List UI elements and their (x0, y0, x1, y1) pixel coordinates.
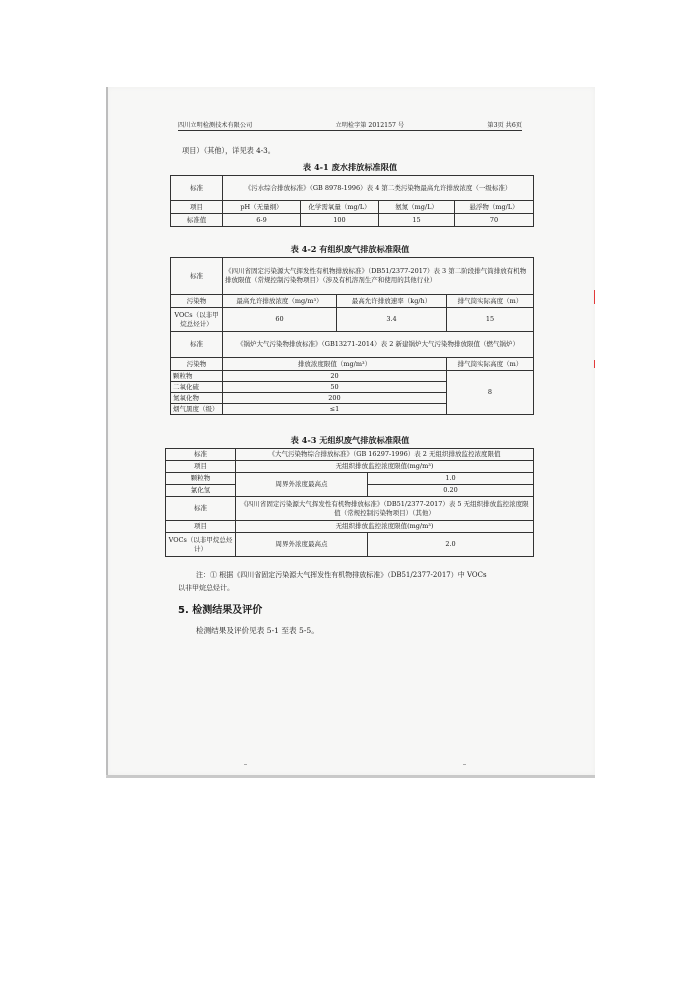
table2-val-so2: 50 (223, 382, 447, 393)
table2-header-height: 排气筒实际高度（m） (447, 295, 534, 308)
table1-caption: 表 4-1 废水排放标准限值 (302, 162, 398, 172)
table3-row-hcl: 氯化氢 (166, 485, 236, 497)
table3-limit-header: 无组织排放监控浓度限值(mg/m³) (236, 461, 534, 473)
table3-val-hcl: 0.20 (368, 485, 534, 497)
table2-row-so2: 二氧化硫 (171, 382, 223, 393)
table2-vocs-label: VOCs（以非甲烷总烃计） (171, 308, 223, 332)
table3-standard2-label: 标准 (166, 497, 236, 521)
table-4-1 (170, 175, 534, 227)
table1-val-ph: 6-9 (223, 214, 301, 227)
table3-item2-label: 项目 (166, 521, 236, 533)
table1-item-label: 项目 (171, 201, 223, 214)
table1-val-cod: 100 (301, 214, 379, 227)
table3-point-label: 周界外浓度最高点 (236, 473, 368, 497)
header-report-no: 立明检字第 2012157 号 (335, 122, 405, 129)
table3-standard1-text: 《大气污染物综合排放标准》（GB 16297-1996）表 2 无组织排放监控浓度限值 (236, 449, 534, 461)
table1-val-nh3n: 15 (379, 214, 455, 227)
table2-pollutant2-label: 污染物 (171, 358, 223, 371)
table1-col-cod: 化学需氧量（mg/L） (301, 201, 379, 214)
section-5-text: 检测结果及评价见表 5-1 至表 5-5。 (196, 626, 319, 635)
page-edge-shadow (106, 87, 108, 775)
table2-vocs-height: 15 (447, 308, 534, 332)
table-4-3 (165, 448, 534, 557)
table3-vocs-value: 2.0 (368, 533, 534, 557)
table3-row-particulate: 颗粒物 (166, 473, 236, 485)
table1-standard-text: 《污水综合排放标准》（GB 8978-1996）表 4 第二类污染物最高允许排放浓度（一级标准） (223, 176, 534, 201)
table2-row-particulate: 颗粒物 (171, 371, 223, 382)
table3-caption: 表 4-3 无组织废气排放标准限值 (290, 435, 410, 445)
table-4-2 (170, 257, 534, 415)
scan-dot-right (463, 764, 466, 765)
table2-val-particulate: 20 (223, 371, 447, 382)
table3-standard1-label: 标准 (166, 449, 236, 461)
table1-val-ss: 70 (455, 214, 534, 227)
table3-limit-header2: 无组织排放监控浓度限值(mg/m³) (236, 521, 534, 533)
table1-col-ph: pH（无量纲） (223, 201, 301, 214)
table2-val-nox: 200 (223, 393, 447, 404)
table2-height2-value: 8 (447, 371, 534, 415)
table2-standard1-text: 《四川省固定污染源大气挥发性有机物排放标准》（DB51/2377-2017）表 3 第二阶段排气筒排放有机物排放限值（常规控制污染物项目）（涉及有机溶剂生产和使用的其他行业） (223, 258, 534, 295)
page-header (178, 117, 522, 131)
scan-dot-left (244, 764, 247, 765)
table2-standard2-label: 标准 (171, 332, 223, 358)
header-page-number: 第3页 共6页 (487, 122, 522, 129)
table1-standard-label: 标准 (171, 176, 223, 201)
table2-header-rate: 最高允许排放速率（kg/h） (337, 295, 447, 308)
table2-vocs-rate: 3.4 (337, 308, 447, 332)
note-line-2: 以非甲烷总烃计。 (178, 584, 234, 592)
table2-row-nox: 氮氧化物 (171, 393, 223, 404)
table2-pollutant-label: 污染物 (171, 295, 223, 308)
table3-point2-label: 周界外浓度最高点 (236, 533, 368, 557)
scan-mark-red-2 (594, 360, 595, 368)
table2-standard2-text: 《锅炉大气污染物排放标准》（GB13271-2014）表 2 新建锅炉大气污染物排放限值（燃气锅炉） (223, 332, 534, 358)
table1-col-nh3n: 氨氮（mg/L） (379, 201, 455, 214)
table2-caption: 表 4-2 有组织废气排放标准限值 (290, 244, 410, 254)
table2-header-conc: 最高允许排放浓度（mg/m³） (223, 295, 337, 308)
table3-standard2-text: 《四川省固定污染源大气挥发性有机物排放标准》（DB51/2377-2017）表 5 无组织排放监控浓度限值（常规控制污染物项目）（其他） (236, 497, 534, 521)
table3-vocs-label: VOCs（以非甲烷总烃计） (166, 533, 236, 557)
table2-val-blackness: ≤1 (223, 404, 447, 415)
table1-col-ss: 悬浮物（mg/L） (455, 201, 534, 214)
table3-item-label: 项目 (166, 461, 236, 473)
table2-vocs-conc: 60 (223, 308, 337, 332)
table2-row-blackness: 烟气黑度（级） (171, 404, 223, 415)
table3-val-particulate: 1.0 (368, 473, 534, 485)
scan-mark-red (594, 290, 595, 304)
table1-limit-label: 标准值 (171, 214, 223, 227)
table2-standard1-label: 标准 (171, 258, 223, 295)
note-line-1: 注：① 根据《四川省固定污染源大气挥发性有机物排放标准》（DB51/2377-2017）中 VOCs (196, 571, 487, 579)
table2-header-conc2: 排放浓度限值（mg/m³） (223, 358, 447, 371)
header-company: 四川立明检测技术有限公司 (178, 122, 253, 129)
intro-text: 项目）（其他），详见表 4-3。 (182, 146, 275, 155)
section-5-title: 5. 检测结果及评价 (178, 605, 263, 616)
table2-header-height2: 排气筒实际高度（m） (447, 358, 534, 371)
